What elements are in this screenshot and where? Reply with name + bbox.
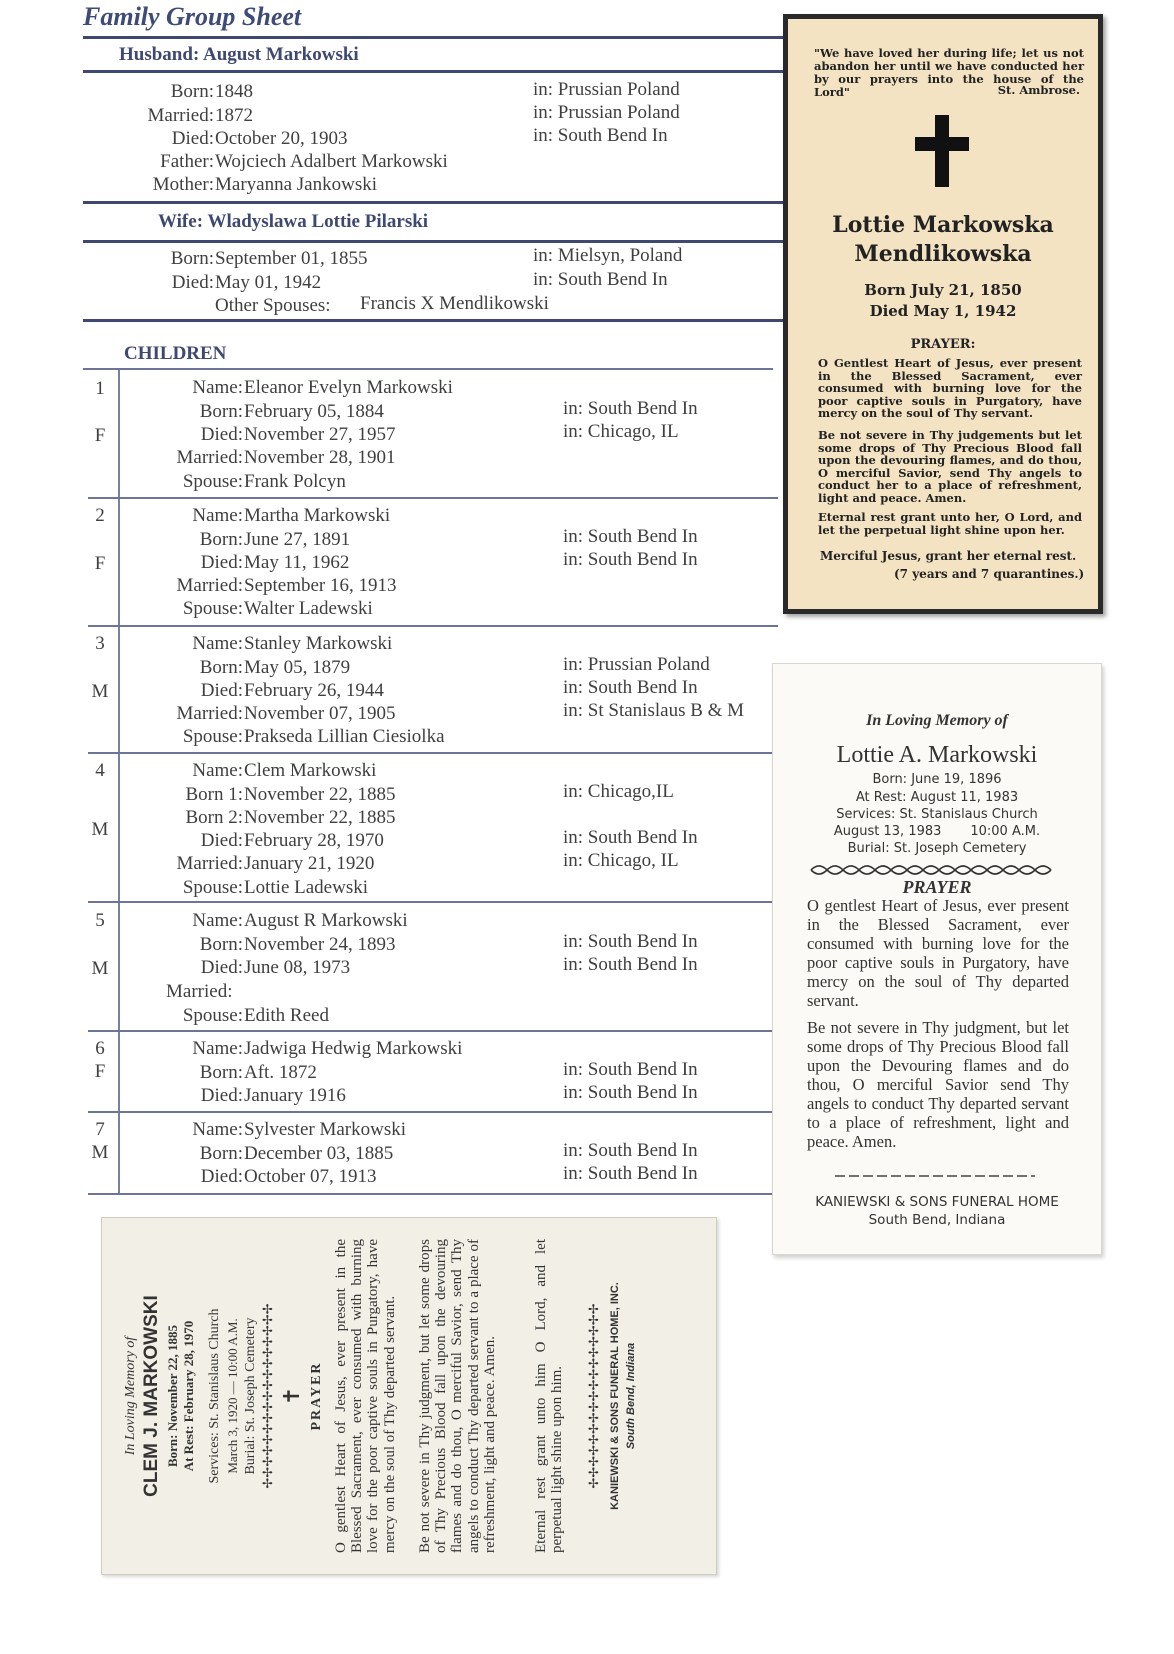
husband-born-label: Born: bbox=[170, 81, 214, 102]
child-3-sex: M bbox=[91, 681, 109, 702]
wife-died-label: Died: bbox=[171, 272, 214, 293]
wife-born-label: Born: bbox=[170, 248, 214, 269]
card1-prayer-para1: O Gentlest Heart of Jesus, ever present in the Blessed Sacrament, ever consumed with burning love for the poor captive souls in Purgatory, have mercy on the soul of Thy servant. bbox=[818, 356, 1082, 421]
wife-other-spouses-label: Other Spouses: bbox=[215, 295, 331, 316]
card3-funeral-home: KANIEWSKI & SONS FUNERAL HOME, INC. bbox=[609, 1282, 621, 1510]
child-7-born-value: December 03, 1885 bbox=[244, 1143, 394, 1164]
child-1-spouse-label: Spouse: bbox=[182, 471, 243, 492]
child-5-number: 5 bbox=[95, 910, 105, 931]
child-4-married-label: Married: bbox=[176, 853, 243, 874]
card3-ornament-top-icon: ✢✢✢✢✢✢✢✢✢✢✢✢✢✢✢✢✢ bbox=[261, 1303, 276, 1489]
husband-heading bbox=[119, 44, 359, 66]
child-3-married-value: November 07, 1905 bbox=[244, 703, 396, 724]
child-5-died-label: Died: bbox=[200, 957, 243, 978]
child-1-born-label: Born: bbox=[199, 401, 243, 422]
child-5-spouse-label: Spouse: bbox=[182, 1005, 243, 1026]
card2-services: Services: St. Stanislaus Church bbox=[836, 807, 1038, 822]
husband-married-place: in: Prussian Poland bbox=[533, 102, 680, 123]
child-4-died-place: in: South Bend In bbox=[563, 827, 698, 848]
wife-heading bbox=[158, 211, 428, 233]
husband-died-label: Died: bbox=[171, 128, 214, 149]
husband-mother-label: Mother: bbox=[152, 174, 214, 195]
card3-prayer-para1: O gentlest Heart of Jesus, ever present in the Blessed Sacrament, ever consumed with burning love for the poor captive souls in Purgatory, have mercy on the soul of Thy departed servant. bbox=[333, 1239, 398, 1553]
child-4-married-place: in: Chicago, IL bbox=[563, 850, 679, 871]
ornament-icon bbox=[809, 862, 1059, 878]
child-4-born2-label: Born 2: bbox=[185, 807, 243, 828]
child-6-name-label: Name: bbox=[192, 1038, 243, 1059]
wife-died-place: in: South Bend In bbox=[533, 269, 668, 290]
child-7-born-place: in: South Bend In bbox=[563, 1140, 698, 1161]
child-4-number: 4 bbox=[95, 760, 105, 781]
top-rule bbox=[83, 36, 785, 39]
husband-married-value: 1872 bbox=[215, 105, 253, 126]
wife-rule bbox=[83, 240, 785, 243]
child-1-died-label: Died: bbox=[200, 424, 243, 445]
child-1-born-place: in: South Bend In bbox=[563, 398, 698, 419]
child-2-spouse-value: Walter Ladewski bbox=[244, 598, 373, 619]
memorial-card-clem bbox=[101, 1217, 717, 1575]
divider-dashes-icon bbox=[835, 1172, 1035, 1180]
child-6-number: 6 bbox=[95, 1038, 105, 1059]
card3-prayer-para3: Eternal rest grant unto him O Lord, and let perpetual light shine upon him. bbox=[533, 1239, 566, 1553]
child-2-died-label: Died: bbox=[200, 552, 243, 573]
child-7-number: 7 bbox=[95, 1119, 105, 1140]
child-1-died-place: in: Chicago, IL bbox=[563, 421, 679, 442]
child-2-married-label: Married: bbox=[176, 575, 243, 596]
card3-in-loving-memory: In Loving Memory of bbox=[123, 1336, 138, 1456]
card2-in-loving-memory: In Loving Memory of bbox=[866, 712, 1008, 729]
husband-heading-name: August Markowski bbox=[202, 44, 359, 65]
children-rule bbox=[83, 368, 773, 370]
card2-service-time: 10:00 A.M. bbox=[970, 824, 1041, 839]
card2-prayer-para2: Be not severe in Thy judgment, but let some drops of Thy Precious Blood fall upon the Devouring flames and do thou, O merciful Savior send Thy angels to conduct Thy departed servant to a place of refreshment, light and peace. Amen. bbox=[807, 1018, 1069, 1151]
child-2-born-value: June 27, 1891 bbox=[244, 529, 351, 550]
child-6-sex: F bbox=[94, 1061, 106, 1082]
child-2-spouse-label: Spouse: bbox=[182, 598, 243, 619]
child-2-sex: F bbox=[94, 553, 106, 574]
child-2-born-place: in: South Bend In bbox=[563, 526, 698, 547]
child-3-spouse-value: Prakseda Lillian Ciesiolka bbox=[244, 726, 445, 747]
child-divider bbox=[88, 1193, 778, 1195]
child-1-married-value: November 28, 1901 bbox=[244, 447, 396, 468]
child-2-died-place: in: South Bend In bbox=[563, 549, 698, 570]
child-1-born-value: February 05, 1884 bbox=[244, 401, 384, 422]
child-4-born1-place: in: Chicago,IL bbox=[563, 781, 674, 802]
card3-at-rest: At Rest: February 28, 1970 bbox=[181, 1320, 196, 1472]
card2-name: Lottie A. Markowski bbox=[836, 742, 1038, 768]
child-3-born-place: in: Prussian Poland bbox=[563, 654, 710, 675]
child-5-born-place: in: South Bend In bbox=[563, 931, 698, 952]
children-heading: CHILDREN bbox=[124, 343, 227, 364]
child-7-sex: M bbox=[91, 1142, 109, 1163]
wife-top-rule bbox=[83, 201, 785, 204]
children-top-rule bbox=[83, 319, 785, 322]
child-7-born-label: Born: bbox=[199, 1143, 243, 1164]
card1-prayer-para2: Be not severe in Thy judgements but let some drops of Thy Precious Blood fall upon the devouring flames, and do thou, O merciful Savior, send Thy angels to conduct her to a place of refreshment, light and peace. Amen. bbox=[818, 428, 1082, 505]
card3-city: South Bend, Indiana bbox=[625, 1342, 637, 1450]
child-3-name-label: Name: bbox=[192, 633, 243, 654]
child-5-spouse-value: Edith Reed bbox=[244, 1005, 329, 1026]
husband-born-place: in: Prussian Poland bbox=[533, 79, 680, 100]
card1-attribution: St. Ambrose. bbox=[997, 83, 1080, 97]
child-5-sex: M bbox=[91, 958, 109, 979]
wife-born-value: September 01, 1855 bbox=[215, 248, 368, 269]
child-divider bbox=[88, 497, 778, 499]
child-5-name-value: August R Markowski bbox=[244, 910, 408, 931]
card3-prayer-para2: Be not severe in Thy judgment, but let some drops of Thy Precious Blood fall upon the devouring flames and do thou, O merciful Savior, send Thy angels to conduct Thy departed servant to a place of refreshment, light and peace. Amen. bbox=[417, 1239, 498, 1553]
child-3-name-value: Stanley Markowski bbox=[244, 633, 393, 654]
wife-died-value: May 01, 1942 bbox=[215, 272, 322, 293]
child-2-number: 2 bbox=[95, 505, 105, 526]
child-4-name-label: Name: bbox=[192, 760, 243, 781]
child-divider bbox=[88, 752, 778, 754]
card2-born: Born: June 19, 1896 bbox=[872, 772, 1002, 787]
card2-at-rest: At Rest: August 11, 1983 bbox=[855, 790, 1019, 805]
child-4-sex: M bbox=[91, 819, 109, 840]
card1-name-line1: Lottie Markowska bbox=[832, 212, 1054, 238]
child-1-number: 1 bbox=[95, 378, 105, 399]
child-3-born-value: May 05, 1879 bbox=[244, 657, 351, 678]
child-7-died-place: in: South Bend In bbox=[563, 1163, 698, 1184]
child-2-born-label: Born: bbox=[199, 529, 243, 550]
card2-service-date: August 13, 1983 bbox=[833, 824, 942, 839]
child-6-born-place: in: South Bend In bbox=[563, 1059, 698, 1080]
husband-born-value: 1848 bbox=[215, 81, 253, 102]
husband-father-label: Father: bbox=[160, 151, 214, 172]
child-1-spouse-value: Frank Polcyn bbox=[244, 471, 346, 492]
card3-burial: Burial: St. Joseph Cemetery bbox=[243, 1317, 258, 1475]
card1-quote: "We have loved her during life; let us not abandon her until we have conducted her by our prayers into the house of the Lord" bbox=[814, 46, 1084, 99]
wife-other-spouses-value: Francis X Mendlikowski bbox=[360, 293, 549, 314]
child-4-married-value: January 21, 1920 bbox=[244, 853, 375, 874]
child-3-died-place: in: South Bend In bbox=[563, 677, 698, 698]
card3-services: Services: St. Stanislaus Church bbox=[207, 1308, 222, 1484]
child-4-born1-value: November 22, 1885 bbox=[244, 784, 396, 805]
child-3-died-label: Died: bbox=[200, 680, 243, 701]
child-5-name-label: Name: bbox=[192, 910, 243, 931]
card2-city: South Bend, Indiana bbox=[868, 1212, 1006, 1228]
child-7-died-label: Died: bbox=[200, 1166, 243, 1187]
card2-burial: Burial: St. Joseph Cemetery bbox=[847, 841, 1027, 856]
child-5-died-value: June 08, 1973 bbox=[244, 957, 351, 978]
card1-name-line2: Mendlikowska bbox=[854, 241, 1032, 267]
child-4-name-value: Clem Markowski bbox=[244, 760, 377, 781]
child-6-born-label: Born: bbox=[199, 1062, 243, 1083]
husband-died-place: in: South Bend In bbox=[533, 125, 668, 146]
card1-died: Died May 1, 1942 bbox=[869, 302, 1017, 320]
child-3-spouse-label: Spouse: bbox=[182, 726, 243, 747]
husband-father-value: Wojciech Adalbert Markowski bbox=[215, 151, 448, 172]
child-divider bbox=[88, 1030, 778, 1032]
child-3-married-place: in: St Stanislaus B & M bbox=[563, 700, 745, 721]
card3-prayer-heading: PRAYER bbox=[309, 1361, 324, 1431]
card3-cross-icon: ✝ bbox=[279, 1386, 304, 1406]
husband-married-label: Married: bbox=[147, 105, 214, 126]
child-1-name-value: Eleanor Evelyn Markowski bbox=[244, 377, 453, 398]
child-3-born-label: Born: bbox=[199, 657, 243, 678]
husband-rule bbox=[83, 70, 785, 73]
child-4-died-label: Died: bbox=[200, 830, 243, 851]
wife-heading-label: Wife: bbox=[158, 211, 204, 232]
child-1-sex: F bbox=[94, 425, 106, 446]
memorial-card-lottie-a bbox=[772, 663, 1102, 1255]
child-4-died-value: February 28, 1970 bbox=[244, 830, 384, 851]
child-6-died-value: January 1916 bbox=[244, 1085, 346, 1106]
child-1-married-label: Married: bbox=[176, 447, 243, 468]
card3-ornament-bottom-icon: ✢✢✢✢✢✢✢✢✢✢✢✢✢✢✢✢✢ bbox=[587, 1303, 602, 1489]
card1-born: Born July 21, 1850 bbox=[864, 281, 1022, 299]
child-2-name-label: Name: bbox=[192, 505, 243, 526]
child-6-name-value: Jadwiga Hedwig Markowski bbox=[244, 1038, 463, 1059]
child-1-died-value: November 27, 1957 bbox=[244, 424, 396, 445]
child-2-died-value: May 11, 1962 bbox=[244, 552, 350, 573]
child-5-died-place: in: South Bend In bbox=[563, 954, 698, 975]
child-4-born1-label: Born 1: bbox=[185, 784, 243, 805]
husband-heading-label: Husband: bbox=[119, 44, 200, 65]
child-3-number: 3 bbox=[95, 633, 105, 654]
child-4-born2-value: November 22, 1885 bbox=[244, 807, 396, 828]
child-7-died-value: October 07, 1913 bbox=[244, 1166, 377, 1187]
child-5-born-label: Born: bbox=[199, 934, 243, 955]
card3-name: CLEM J. MARKOWSKI bbox=[141, 1295, 162, 1497]
child-7-name-value: Sylvester Markowski bbox=[244, 1119, 407, 1140]
child-2-name-value: Martha Markowski bbox=[244, 505, 391, 526]
card2-funeral-home: KANIEWSKI & SONS FUNERAL HOME bbox=[815, 1194, 1059, 1210]
child-6-died-place: in: South Bend In bbox=[563, 1082, 698, 1103]
card3-born: Born: November 22, 1885 bbox=[165, 1324, 180, 1468]
child-5-born-value: November 24, 1893 bbox=[244, 934, 396, 955]
children-column-divider bbox=[118, 370, 120, 1195]
child-4-spouse-value: Lottie Ladewski bbox=[244, 877, 368, 898]
child-4-spouse-label: Spouse: bbox=[182, 877, 243, 898]
child-3-died-value: February 26, 1944 bbox=[244, 680, 384, 701]
husband-died-value: October 20, 1903 bbox=[215, 128, 348, 149]
child-6-born-value: Aft. 1872 bbox=[244, 1062, 317, 1083]
card2-prayer-para1: O gentlest Heart of Jesus, ever present in the Blessed Sacrament, ever consumed with burning love for the poor captive souls in Purgatory, have mercy on the soul of Thy departed servant. bbox=[807, 896, 1069, 1010]
child-6-died-label: Died: bbox=[200, 1085, 243, 1106]
card1-prayer-para3: Eternal rest grant unto her, O Lord, and let the perpetual light shine upon her. bbox=[818, 510, 1082, 537]
child-5-married-label: Married: bbox=[166, 981, 233, 1002]
card2-prayer-heading: PRAYER bbox=[902, 877, 972, 897]
child-7-name-label: Name: bbox=[192, 1119, 243, 1140]
child-divider bbox=[88, 625, 778, 627]
card1-indulgence: (7 years and 7 quarantines.) bbox=[894, 567, 1085, 581]
child-divider bbox=[88, 901, 778, 903]
child-2-married-value: September 16, 1913 bbox=[244, 575, 397, 596]
husband-mother-value: Maryanna Jankowski bbox=[215, 174, 377, 195]
memorial-card-lottie-mendlikowska bbox=[783, 14, 1103, 614]
child-divider bbox=[88, 1111, 778, 1113]
card2-service-datetime bbox=[773, 824, 1101, 839]
child-3-married-label: Married: bbox=[176, 703, 243, 724]
wife-born-place: in: Mielsyn, Poland bbox=[533, 245, 683, 266]
sheet-title: Family Group Sheet bbox=[83, 2, 302, 31]
wife-heading-name: Wladyslawa Lottie Pilarski bbox=[207, 211, 429, 232]
card3-service-date: March 3, 1920 — 10:00 A.M. bbox=[225, 1318, 240, 1474]
child-1-name-label: Name: bbox=[192, 377, 243, 398]
card1-closing: Merciful Jesus, grant her eternal rest. bbox=[820, 549, 1077, 563]
card1-prayer-heading: PRAYER: bbox=[910, 337, 976, 352]
